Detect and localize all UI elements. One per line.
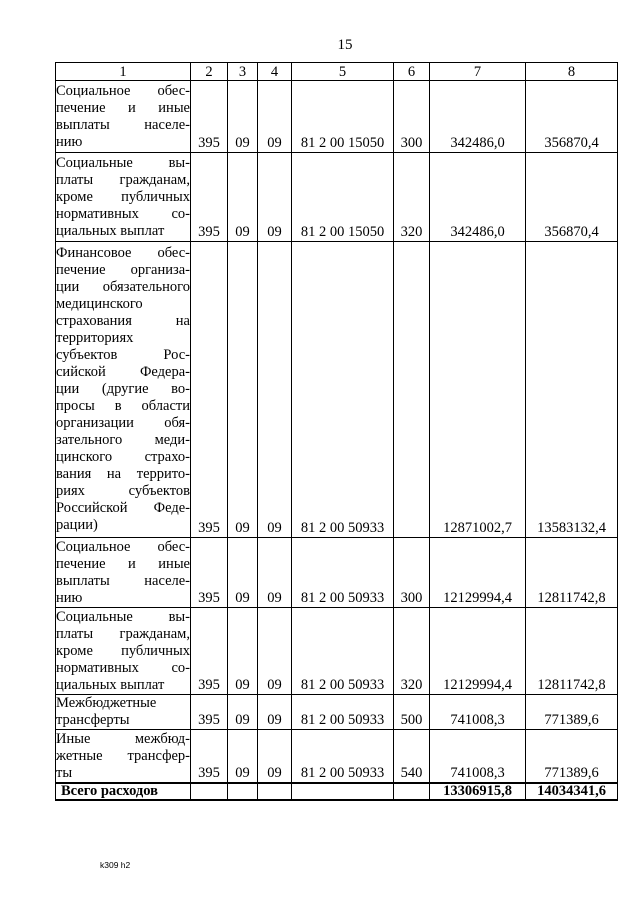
value-cell-col7: 342486,0 [430,153,526,242]
name-line: Социальные вы- [56,154,190,171]
name-line: страхования на [56,313,190,329]
value-cell-col2: 395 [191,538,228,608]
value-cell-col2: 395 [191,81,228,153]
header-cell-4: 4 [258,63,292,81]
value-cell-col5: 81 2 00 50933 [292,538,394,608]
value-cell-col4: 09 [258,730,292,784]
header-cell-5: 5 [292,63,394,81]
name-line: трансферты [56,712,130,728]
name-line: нию [56,589,83,606]
name-line: кроме публичных [56,188,190,205]
name-line: ции (другие во- [56,381,190,397]
value-cell-col5: 81 2 00 50933 [292,730,394,784]
header-cell-8: 8 [526,63,618,81]
value-cell-col6: 540 [394,730,430,784]
value-cell-col4: 09 [258,153,292,242]
name-line: сийской Федера- [56,364,190,380]
value-cell-col7: 741008,3 [430,730,526,784]
header-cell-3: 3 [228,63,258,81]
table-row [56,608,618,695]
value-cell-col5: 81 2 00 50933 [292,695,394,730]
table-row [56,81,618,153]
name-line: жетные трансфер- [56,747,190,764]
name-line: Российской Феде- [56,500,190,516]
value-cell-col6: 300 [394,538,430,608]
name-line: Социальное обес- [56,538,190,555]
name-line: циальных выплат [56,676,165,693]
value-cell-col8: 12811742,8 [526,608,618,695]
row-name-cell [56,242,191,538]
value-cell-col8: 356870,4 [526,81,618,153]
name-line: Финансовое обес- [56,245,190,261]
empty-cell [191,783,228,800]
name-line: печение и иные [56,99,190,116]
value-cell-col7: 12129994,4 [430,538,526,608]
value-cell-col3: 09 [228,242,258,538]
value-cell-col7: 12129994,4 [430,608,526,695]
name-line: нию [56,133,83,150]
value-cell-col6: 320 [394,608,430,695]
value-cell-col7: 12871002,7 [430,242,526,538]
name-line: печение и иные [56,555,190,572]
header-cell-1: 1 [56,63,191,81]
value-cell-col4: 09 [258,608,292,695]
value-cell-col3: 09 [228,695,258,730]
name-line: Социальные вы- [56,608,190,625]
row-name-cell [56,538,191,608]
value-cell-col6: 500 [394,695,430,730]
value-cell-col8: 13583132,4 [526,242,618,538]
name-line: платы гражданам, [56,625,190,642]
value-cell-col2: 395 [191,608,228,695]
value-cell-col3: 09 [228,153,258,242]
row-name-cell [56,730,191,784]
name-line: вания на террито- [56,466,190,482]
name-line: просы в области [56,398,190,414]
name-line: Межбюджетные [56,695,157,711]
value-cell-col7: 741008,3 [430,695,526,730]
name-line: медицинского [56,296,143,312]
table-row [56,730,618,784]
value-cell-col7: 342486,0 [430,81,526,153]
name-line: ты [56,764,73,781]
value-cell-col3: 09 [228,538,258,608]
value-cell-col2: 395 [191,730,228,784]
value-cell-col3: 09 [228,730,258,784]
row-name-cell [56,81,191,153]
header-cell-2: 2 [191,63,228,81]
name-line: риях субъектов [56,483,190,499]
footer-code: k309 h2 [100,860,131,870]
empty-cell [258,783,292,800]
value-cell-col2: 395 [191,242,228,538]
name-line: выплаты населе- [56,572,190,589]
value-cell-col6: 320 [394,153,430,242]
name-line: нормативных со- [56,205,190,222]
name-line: субъектов Рос- [56,347,190,363]
row-name-cell [56,695,191,730]
name-line: Социальное обес- [56,82,190,99]
empty-cell [228,783,258,800]
budget-table [55,62,618,801]
name-line: зательного меди- [56,432,190,448]
table-row [56,153,618,242]
name-line: Иные межбюд- [56,730,190,747]
table-row [56,695,618,730]
value-cell-col5: 81 2 00 50933 [292,608,394,695]
name-line: нормативных со- [56,659,190,676]
header-cell-7: 7 [430,63,526,81]
value-cell-col3: 09 [228,608,258,695]
total-value-col8: 14034341,6 [526,783,618,800]
total-row [56,783,618,800]
header-cell-6: 6 [394,63,430,81]
name-line: платы гражданам, [56,171,190,188]
name-line: печение организа- [56,262,190,278]
value-cell-col4: 09 [258,81,292,153]
table-row [56,242,618,538]
name-line: циальных выплат [56,222,165,239]
name-line: рации) [56,517,98,533]
table-header-row [56,63,618,81]
value-cell-col5: 81 2 00 50933 [292,242,394,538]
value-cell-col8: 771389,6 [526,730,618,784]
name-line: выплаты населе- [56,116,190,133]
value-cell-col6 [394,242,430,538]
table-row [56,538,618,608]
row-name-cell [56,608,191,695]
empty-cell [394,783,430,800]
value-cell-col8: 12811742,8 [526,538,618,608]
row-name-cell [56,153,191,242]
name-line: кроме публичных [56,642,190,659]
value-cell-col6: 300 [394,81,430,153]
total-label: Всего расходов [56,783,191,800]
value-cell-col4: 09 [258,695,292,730]
value-cell-col4: 09 [258,538,292,608]
value-cell-col8: 771389,6 [526,695,618,730]
value-cell-col4: 09 [258,242,292,538]
value-cell-col8: 356870,4 [526,153,618,242]
name-line: цинского страхо- [56,449,190,465]
value-cell-col2: 395 [191,695,228,730]
value-cell-col5: 81 2 00 15050 [292,153,394,242]
name-line: организации обя- [56,415,190,431]
value-cell-col3: 09 [228,81,258,153]
empty-cell [292,783,394,800]
page-number: 15 [337,37,353,53]
name-line: ции обязательного [56,279,190,295]
value-cell-col5: 81 2 00 15050 [292,81,394,153]
total-value-col7: 13306915,8 [430,783,526,800]
value-cell-col2: 395 [191,153,228,242]
name-line: территориях [56,330,134,346]
